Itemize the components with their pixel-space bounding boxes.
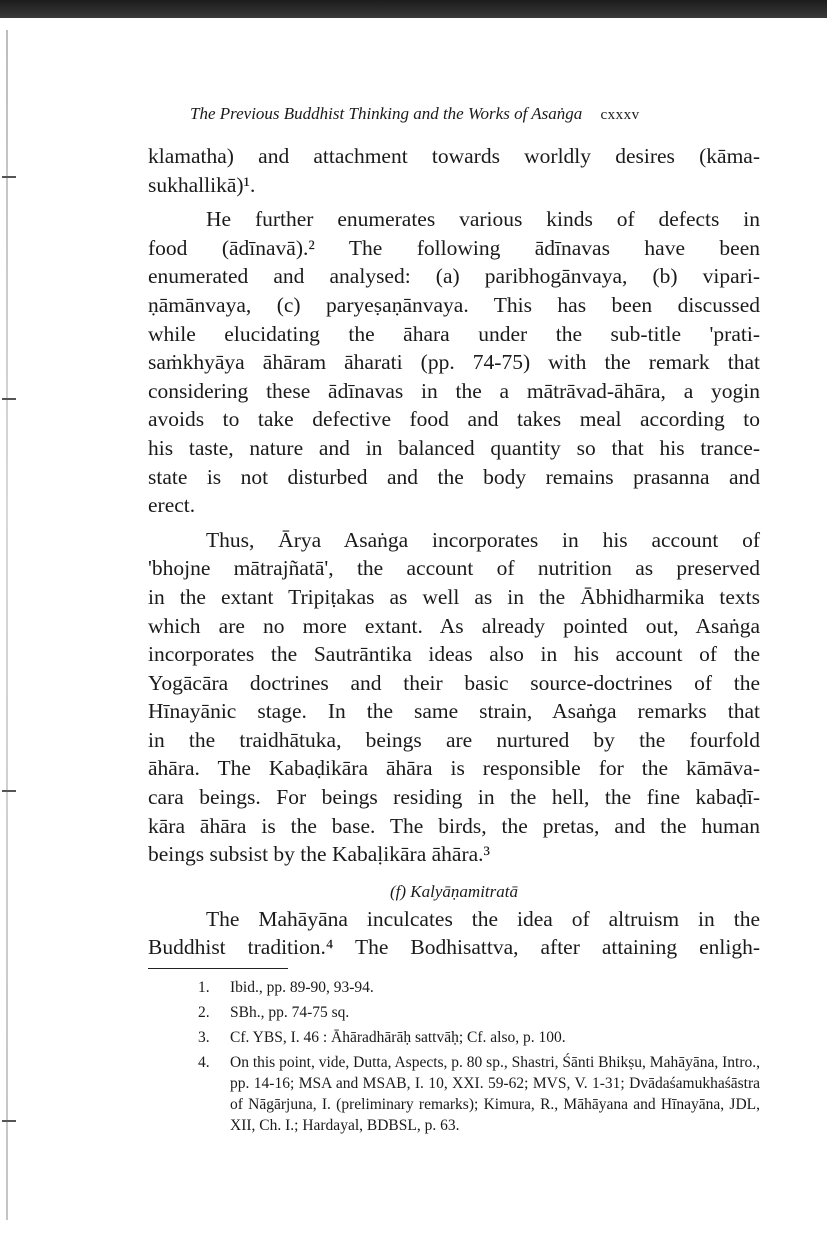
text-line: enumerated and analysed: (a) paribhogānvaya, (b) vipari- [148, 264, 760, 289]
text-line: sukhallikā)¹. [148, 172, 256, 197]
scan-top-border [0, 0, 827, 18]
running-header [190, 104, 760, 124]
text-line: Thus, Ārya Asaṅga incorporates in his account of [206, 527, 760, 552]
paragraph-3 [148, 526, 760, 869]
footnote-text: Ibid., pp. 89-90, 93-94. [230, 979, 374, 997]
text-line: in the traidhātuka, beings are nurtured by the fourfold [148, 727, 760, 752]
footnote-number: 1. [198, 979, 210, 997]
scan-left-edge [6, 30, 8, 1220]
text-line: beings subsist by the Kabaḷikāra āhāra.³ [148, 842, 490, 867]
footnote-text: On this point, vide, Dutta, Aspects, p. 80 sp., Shastri, Śānti Bhikṣu, Mahāyāna, Intro., pp. 14-16; MSA and MSAB, I. 10, XXI. 59-62; MVS, V. 1-31; Dvādaśamukhaśāstra of Nāgārjuna, I. (preliminary remarks); Kimura, R., Māhāyana and Hīnayāna, JDL, XII, Ch. I.; Hardayal, BDBSL, p. 63. [230, 1054, 760, 1135]
text-line: Yogācāra doctrines and their basic source-doctrines of the [148, 670, 760, 695]
paragraph-4 [148, 905, 760, 962]
text-line: erect. [148, 493, 196, 518]
text-line: klamatha) and attachment towards worldly desires (kāma- [148, 144, 760, 168]
text-line: incorporates the Sautrāntika ideas also in his account of the [148, 642, 760, 667]
text-line: considering these ādīnavas in the a mātrāvad-āhāra, a yogin [148, 378, 760, 403]
footnote-text: Cf. YBS, I. 46 : Āhāradhārāḥ sattvāḥ; Cf. also, p. 100. [230, 1029, 566, 1047]
section-subheading: (f) Kalyāṇamitratā [390, 881, 518, 901]
text-line: food (ādīnavā).² The following ādīnavas have been [148, 235, 760, 260]
text-line: which are no more extant. As already pointed out, Asaṅga [148, 613, 760, 638]
text-line: cara beings. For beings residing in the hell, the fine kabaḍī- [148, 785, 760, 810]
text-line: The Mahāyāna inculcates the idea of altruism in the [206, 906, 760, 931]
running-title: The Previous Buddhist Thinking and the Works of Asaṅga [190, 104, 583, 123]
footnote-text: SBh., pp. 74-75 sq. [230, 1004, 350, 1022]
edge-mark [2, 1120, 16, 1122]
edge-mark [2, 176, 16, 178]
edge-mark [2, 790, 16, 792]
paragraph-2 [148, 205, 760, 520]
text-line: while elucidating the āhara under the sub-title 'prati- [148, 321, 760, 346]
text-line: state is not disturbed and the body remains prasanna and [148, 464, 760, 489]
text-line: ṇāmānvaya, (c) paryeṣaṇānvaya. This has been discussed [148, 292, 760, 317]
body-text [148, 142, 760, 1136]
footnote [198, 1052, 760, 1136]
paragraph-1 [148, 142, 760, 199]
edge-mark [2, 398, 16, 400]
text-line: 'bhojne mātrajñatā', the account of nutrition as preserved [148, 556, 760, 581]
text-line: āhāra. The Kabaḍikāra āhāra is responsible for the kāmāva- [148, 756, 760, 781]
text-line: He further enumerates various kinds of defects in [206, 207, 760, 232]
footnote-number: 2. [198, 1004, 210, 1022]
page-number: cxxxv [600, 107, 640, 123]
footnote-number: 3. [198, 1029, 210, 1047]
text-line: saṁkhyāya āhāram āharati (pp. 74-75) with the remark that [148, 350, 760, 375]
text-line: Buddhist tradition.⁴ The Bodhisattva, after attaining enligh- [148, 935, 760, 960]
text-line: his taste, nature and in balanced quantity so that his trance- [148, 435, 760, 460]
text-line: avoids to take defective food and takes meal according to [148, 407, 760, 432]
footnotes [148, 977, 760, 1136]
footnote [198, 1002, 760, 1023]
footnote-number: 4. [198, 1054, 210, 1072]
text-line: Hīnayānic stage. In the same strain, Asaṅga remarks that [148, 699, 760, 724]
text-line: kāra āhāra is the base. The birds, the pretas, and the human [148, 813, 760, 838]
footnote [198, 977, 760, 998]
footnote [198, 1027, 760, 1048]
text-line: in the extant Tripiṭakas as well as in the Ābhidharmika texts [148, 584, 760, 609]
footnote-rule [148, 968, 288, 969]
